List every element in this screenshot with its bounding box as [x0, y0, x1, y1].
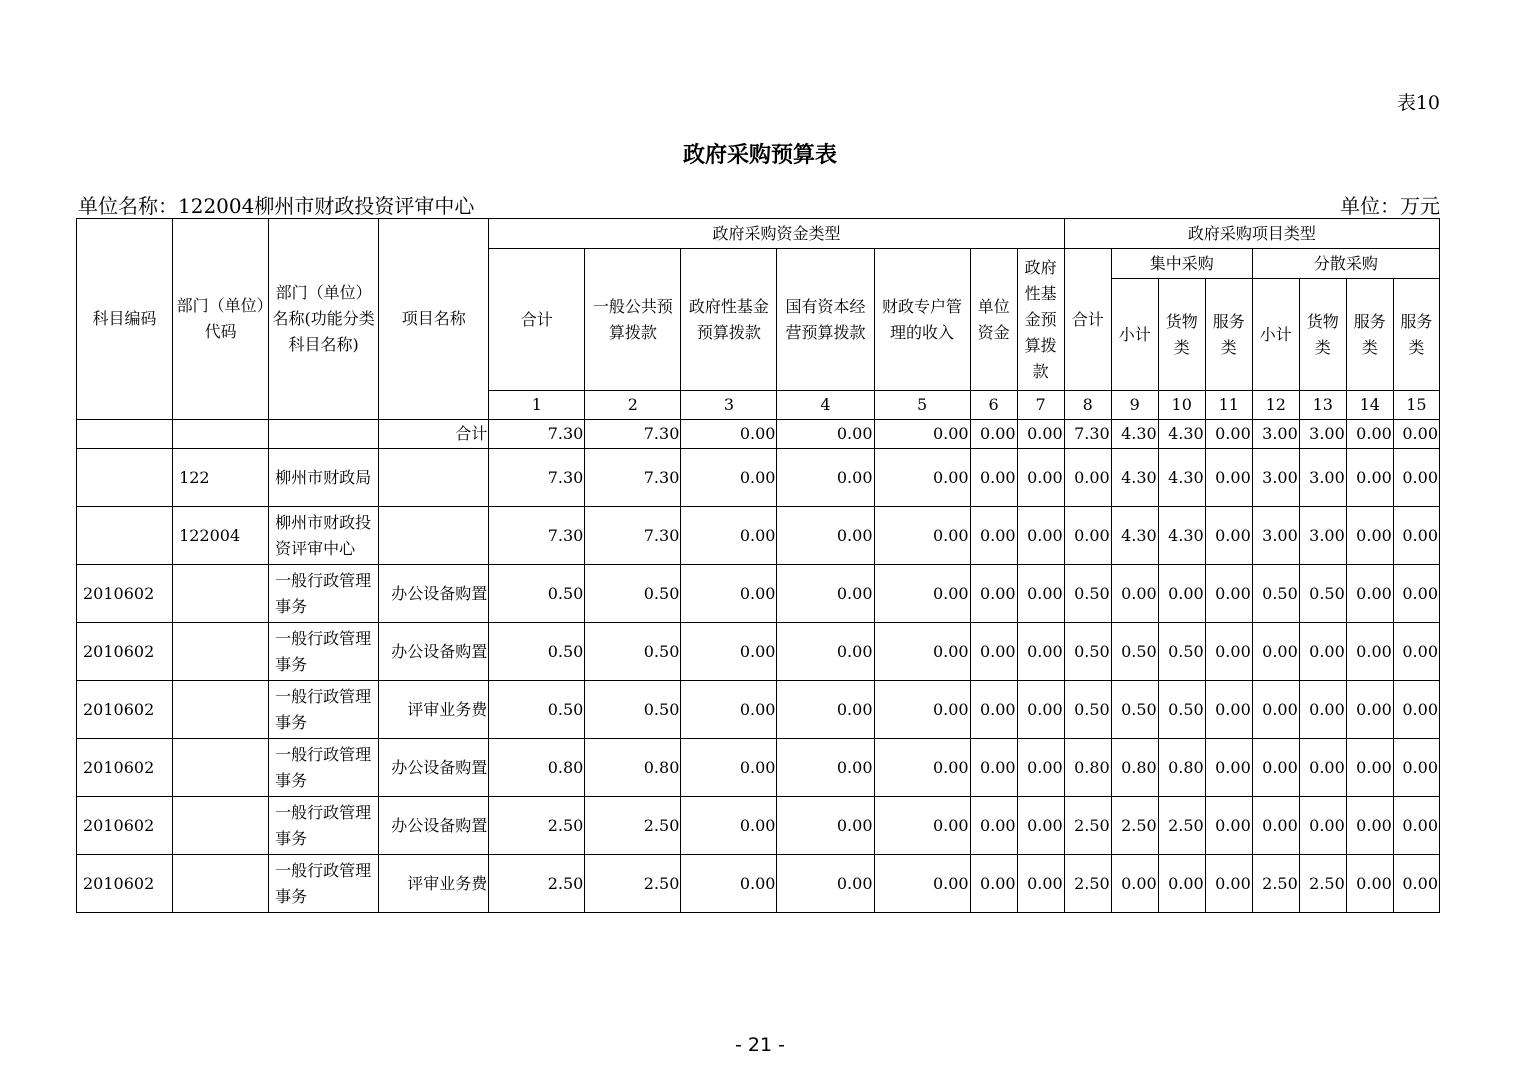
- value-cell: 0.00: [1346, 623, 1393, 681]
- value-cell: 0.00: [1017, 420, 1064, 449]
- value-cell: 0.00: [1393, 855, 1439, 913]
- value-cell: 0.00: [681, 681, 777, 739]
- procurement-budget-table: [76, 218, 1440, 913]
- value-cell: 0.00: [874, 739, 970, 797]
- value-cell: 0.00: [874, 507, 970, 565]
- subject-code-cell: 2010602: [77, 739, 173, 797]
- value-cell: 0.00: [1393, 623, 1439, 681]
- value-cell: 0.00: [1017, 507, 1064, 565]
- header-central-procurement: 集中采购: [1111, 249, 1252, 279]
- header-state-capital: 国有资本经营预算拨款: [777, 249, 874, 391]
- value-cell: 0.00: [681, 797, 777, 855]
- value-cell: 0.00: [1393, 420, 1439, 449]
- subject-code-cell: [77, 420, 173, 449]
- table-row: [77, 681, 1440, 739]
- value-cell: 4.30: [1111, 507, 1158, 565]
- value-cell: 0.50: [585, 565, 681, 623]
- value-cell: 0.00: [777, 797, 874, 855]
- table-row: [77, 623, 1440, 681]
- header-scattered-services: 服务类: [1346, 279, 1393, 391]
- col-number: 6: [970, 391, 1017, 420]
- value-cell: 0.00: [1205, 449, 1252, 507]
- header-unit-fund: 单位资金: [970, 249, 1017, 391]
- value-cell: 0.00: [1205, 681, 1252, 739]
- value-cell: 0.00: [1111, 855, 1158, 913]
- value-cell: 0.50: [1064, 681, 1111, 739]
- value-cell: 0.00: [1346, 739, 1393, 797]
- value-cell: 0.50: [585, 681, 681, 739]
- unit-name: 单位名称：122004柳州市财政投资评审中心: [78, 194, 475, 218]
- value-cell: 0.00: [970, 681, 1017, 739]
- value-cell: 0.00: [970, 507, 1017, 565]
- value-cell: 7.30: [585, 420, 681, 449]
- value-cell: 0.00: [970, 565, 1017, 623]
- dept-code-cell: [173, 565, 269, 623]
- dept-name-cell: 一般行政管理事务: [269, 739, 379, 797]
- currency-unit: 单位：万元: [1340, 194, 1440, 218]
- value-cell: 0.00: [681, 623, 777, 681]
- header-fund-type-group: 政府采购资金类型: [489, 219, 1064, 249]
- table-row: [77, 739, 1440, 797]
- col-number: 7: [1017, 391, 1064, 420]
- value-cell: 4.30: [1111, 449, 1158, 507]
- value-cell: 2.50: [489, 855, 585, 913]
- value-cell: 0.00: [1346, 507, 1393, 565]
- table-header: [77, 219, 1440, 420]
- value-cell: 0.00: [970, 449, 1017, 507]
- dept-code-cell: [173, 420, 269, 449]
- value-cell: 7.30: [489, 507, 585, 565]
- value-cell: 0.50: [1111, 623, 1158, 681]
- subject-code-cell: [77, 449, 173, 507]
- col-number: 12: [1252, 391, 1299, 420]
- total-row: [77, 420, 1440, 449]
- value-cell: 0.50: [1252, 565, 1299, 623]
- value-cell: 0.50: [1158, 623, 1205, 681]
- value-cell: 0.00: [681, 507, 777, 565]
- value-cell: 3.00: [1299, 507, 1346, 565]
- col-number: 9: [1111, 391, 1158, 420]
- value-cell: 0.00: [1252, 739, 1299, 797]
- value-cell: 0.00: [874, 797, 970, 855]
- project-name-cell: 评审业务费: [379, 681, 489, 739]
- header-fiscal-special: 财政专户管理的收入: [874, 249, 970, 391]
- table-number: 表10: [1396, 92, 1440, 114]
- value-cell: 0.00: [1346, 797, 1393, 855]
- value-cell: 2.50: [1064, 855, 1111, 913]
- subject-code-cell: 2010602: [77, 797, 173, 855]
- value-cell: 0.00: [1205, 739, 1252, 797]
- value-cell: 0.00: [1252, 623, 1299, 681]
- value-cell: 0.00: [1252, 681, 1299, 739]
- dept-code-cell: [173, 855, 269, 913]
- value-cell: 3.00: [1252, 449, 1299, 507]
- col-number: 5: [874, 391, 970, 420]
- value-cell: 3.00: [1299, 420, 1346, 449]
- header-project-type-group: 政府采购项目类型: [1064, 219, 1439, 249]
- table-row: [77, 797, 1440, 855]
- project-name-cell: 办公设备购置: [379, 623, 489, 681]
- value-cell: 0.00: [777, 855, 874, 913]
- dept-name-cell: 一般行政管理事务: [269, 797, 379, 855]
- project-name-cell: 合计: [379, 420, 489, 449]
- value-cell: 2.50: [489, 797, 585, 855]
- value-cell: 0.50: [489, 681, 585, 739]
- value-cell: 0.00: [1017, 565, 1064, 623]
- value-cell: 0.00: [970, 623, 1017, 681]
- value-cell: 0.00: [970, 855, 1017, 913]
- value-cell: 0.00: [1299, 797, 1346, 855]
- header-scattered-subtotal: 小计: [1252, 279, 1299, 391]
- dept-name-cell: 一般行政管理事务: [269, 565, 379, 623]
- col-number: 13: [1299, 391, 1346, 420]
- col-number: 14: [1346, 391, 1393, 420]
- project-name-cell: 办公设备购置: [379, 739, 489, 797]
- header-project-name: 项目名称: [379, 219, 489, 420]
- dept-name-cell: 柳州市财政投资评审中心: [269, 507, 379, 565]
- value-cell: 7.30: [489, 449, 585, 507]
- value-cell: 0.00: [1299, 681, 1346, 739]
- value-cell: 0.00: [1158, 565, 1205, 623]
- value-cell: 7.30: [585, 449, 681, 507]
- value-cell: 0.80: [1111, 739, 1158, 797]
- value-cell: 0.00: [681, 420, 777, 449]
- col-number: 15: [1393, 391, 1439, 420]
- header-central-subtotal: 小计: [1111, 279, 1158, 391]
- col-number: 3: [681, 391, 777, 420]
- subject-code-cell: 2010602: [77, 565, 173, 623]
- value-cell: 0.00: [1205, 507, 1252, 565]
- value-cell: 7.30: [585, 507, 681, 565]
- header-scattered-procurement: 分散采购: [1252, 249, 1439, 279]
- value-cell: 0.00: [1017, 623, 1064, 681]
- value-cell: 3.00: [1252, 420, 1299, 449]
- value-cell: 0.00: [1299, 739, 1346, 797]
- value-cell: 0.50: [489, 565, 585, 623]
- table-row: [77, 855, 1440, 913]
- value-cell: 0.50: [1064, 623, 1111, 681]
- value-cell: 4.30: [1158, 507, 1205, 565]
- value-cell: 0.00: [874, 449, 970, 507]
- header-dept-code: 部门（单位）代码: [173, 219, 269, 420]
- subject-code-cell: 2010602: [77, 855, 173, 913]
- value-cell: 0.00: [1346, 855, 1393, 913]
- value-cell: 3.00: [1299, 449, 1346, 507]
- value-cell: 4.30: [1158, 420, 1205, 449]
- value-cell: 0.00: [1393, 681, 1439, 739]
- dept-code-cell: [173, 623, 269, 681]
- value-cell: 0.00: [777, 623, 874, 681]
- value-cell: 0.00: [970, 739, 1017, 797]
- header-gov-fund-budget: 政府性基金预算拨款: [1017, 249, 1064, 391]
- header-subject-code: 科目编码: [77, 219, 173, 420]
- value-cell: 0.00: [681, 449, 777, 507]
- value-cell: 0.80: [1064, 739, 1111, 797]
- subject-code-cell: 2010602: [77, 623, 173, 681]
- dept-name-cell: 一般行政管理事务: [269, 855, 379, 913]
- project-name-cell: [379, 449, 489, 507]
- value-cell: 0.00: [1064, 449, 1111, 507]
- value-cell: 0.00: [681, 855, 777, 913]
- col-number: 11: [1205, 391, 1252, 420]
- value-cell: 0.00: [1205, 855, 1252, 913]
- value-cell: 0.00: [874, 565, 970, 623]
- value-cell: 2.50: [1252, 855, 1299, 913]
- value-cell: 0.50: [1064, 565, 1111, 623]
- page-title: 政府采购预算表: [682, 142, 837, 168]
- col-number: 8: [1064, 391, 1111, 420]
- value-cell: 0.50: [1299, 565, 1346, 623]
- col-number: 1: [489, 391, 585, 420]
- col-number: 4: [777, 391, 874, 420]
- value-cell: 0.00: [1393, 565, 1439, 623]
- value-cell: 0.00: [1205, 797, 1252, 855]
- project-name-cell: 评审业务费: [379, 855, 489, 913]
- value-cell: 0.00: [1017, 449, 1064, 507]
- value-cell: 0.00: [1158, 855, 1205, 913]
- value-cell: 0.00: [1017, 739, 1064, 797]
- header-total-2: 合计: [1064, 249, 1111, 391]
- value-cell: 0.00: [1252, 797, 1299, 855]
- value-cell: 0.00: [874, 855, 970, 913]
- value-cell: 0.00: [1346, 565, 1393, 623]
- value-cell: 0.00: [1017, 681, 1064, 739]
- value-cell: 0.00: [681, 739, 777, 797]
- value-cell: 2.50: [585, 855, 681, 913]
- value-cell: 0.00: [1017, 855, 1064, 913]
- project-name-cell: 办公设备购置: [379, 797, 489, 855]
- dept-code-cell: 122: [173, 449, 269, 507]
- value-cell: 0.00: [1111, 565, 1158, 623]
- value-cell: 0.00: [874, 420, 970, 449]
- value-cell: 0.00: [1346, 681, 1393, 739]
- table-body: [77, 420, 1440, 913]
- value-cell: 0.00: [1299, 623, 1346, 681]
- value-cell: 0.50: [1111, 681, 1158, 739]
- dept-code-cell: 122004: [173, 507, 269, 565]
- value-cell: 0.00: [1205, 623, 1252, 681]
- dept-name-cell: 一般行政管理事务: [269, 681, 379, 739]
- value-cell: 0.00: [681, 565, 777, 623]
- value-cell: 0.00: [874, 681, 970, 739]
- header-dept-name: 部门（单位）名称(功能分类科目名称): [269, 219, 379, 420]
- table-row: [77, 449, 1440, 507]
- dept-name-cell: 一般行政管理事务: [269, 623, 379, 681]
- value-cell: 4.30: [1158, 449, 1205, 507]
- value-cell: 0.80: [585, 739, 681, 797]
- value-cell: 0.00: [1346, 420, 1393, 449]
- value-cell: 0.00: [777, 507, 874, 565]
- value-cell: 0.00: [1393, 507, 1439, 565]
- header-central-services: 服务类: [1205, 279, 1252, 391]
- header-total: 合计: [489, 249, 585, 391]
- value-cell: 0.00: [1346, 449, 1393, 507]
- value-cell: 7.30: [1064, 420, 1111, 449]
- header-gov-fund: 政府性基金预算拨款: [681, 249, 777, 391]
- value-cell: 0.00: [777, 420, 874, 449]
- value-cell: 2.50: [1299, 855, 1346, 913]
- value-cell: 0.00: [1393, 449, 1439, 507]
- value-cell: 0.00: [1205, 565, 1252, 623]
- header-general-budget: 一般公共预算拨款: [585, 249, 681, 391]
- table-row: [77, 565, 1440, 623]
- value-cell: 3.00: [1252, 507, 1299, 565]
- value-cell: 0.00: [1205, 420, 1252, 449]
- col-number: 10: [1158, 391, 1205, 420]
- value-cell: 0.00: [777, 449, 874, 507]
- subject-code-cell: [77, 507, 173, 565]
- value-cell: 0.80: [489, 739, 585, 797]
- subject-code-cell: 2010602: [77, 681, 173, 739]
- col-number: 2: [585, 391, 681, 420]
- header-scattered-services-2: 服务类: [1393, 279, 1439, 391]
- page-number: - 21 -: [735, 1034, 785, 1056]
- value-cell: 4.30: [1111, 420, 1158, 449]
- table-row: [77, 507, 1440, 565]
- dept-code-cell: [173, 739, 269, 797]
- value-cell: 0.00: [777, 565, 874, 623]
- header-scattered-goods: 货物类: [1299, 279, 1346, 391]
- value-cell: 0.00: [1017, 797, 1064, 855]
- value-cell: 0.00: [777, 739, 874, 797]
- value-cell: 0.00: [970, 797, 1017, 855]
- dept-name-cell: [269, 420, 379, 449]
- value-cell: 0.00: [970, 420, 1017, 449]
- value-cell: 0.80: [1158, 739, 1205, 797]
- value-cell: 0.00: [1064, 507, 1111, 565]
- value-cell: 0.00: [1393, 739, 1439, 797]
- value-cell: 0.50: [1158, 681, 1205, 739]
- value-cell: 0.50: [585, 623, 681, 681]
- dept-code-cell: [173, 681, 269, 739]
- dept-name-cell: 柳州市财政局: [269, 449, 379, 507]
- value-cell: 2.50: [585, 797, 681, 855]
- value-cell: 2.50: [1158, 797, 1205, 855]
- value-cell: 0.00: [777, 681, 874, 739]
- dept-code-cell: [173, 797, 269, 855]
- value-cell: 0.00: [1393, 797, 1439, 855]
- value-cell: 2.50: [1064, 797, 1111, 855]
- value-cell: 0.50: [489, 623, 585, 681]
- value-cell: 2.50: [1111, 797, 1158, 855]
- header-central-goods: 货物类: [1158, 279, 1205, 391]
- project-name-cell: 办公设备购置: [379, 565, 489, 623]
- project-name-cell: [379, 507, 489, 565]
- value-cell: 7.30: [489, 420, 585, 449]
- value-cell: 0.00: [874, 623, 970, 681]
